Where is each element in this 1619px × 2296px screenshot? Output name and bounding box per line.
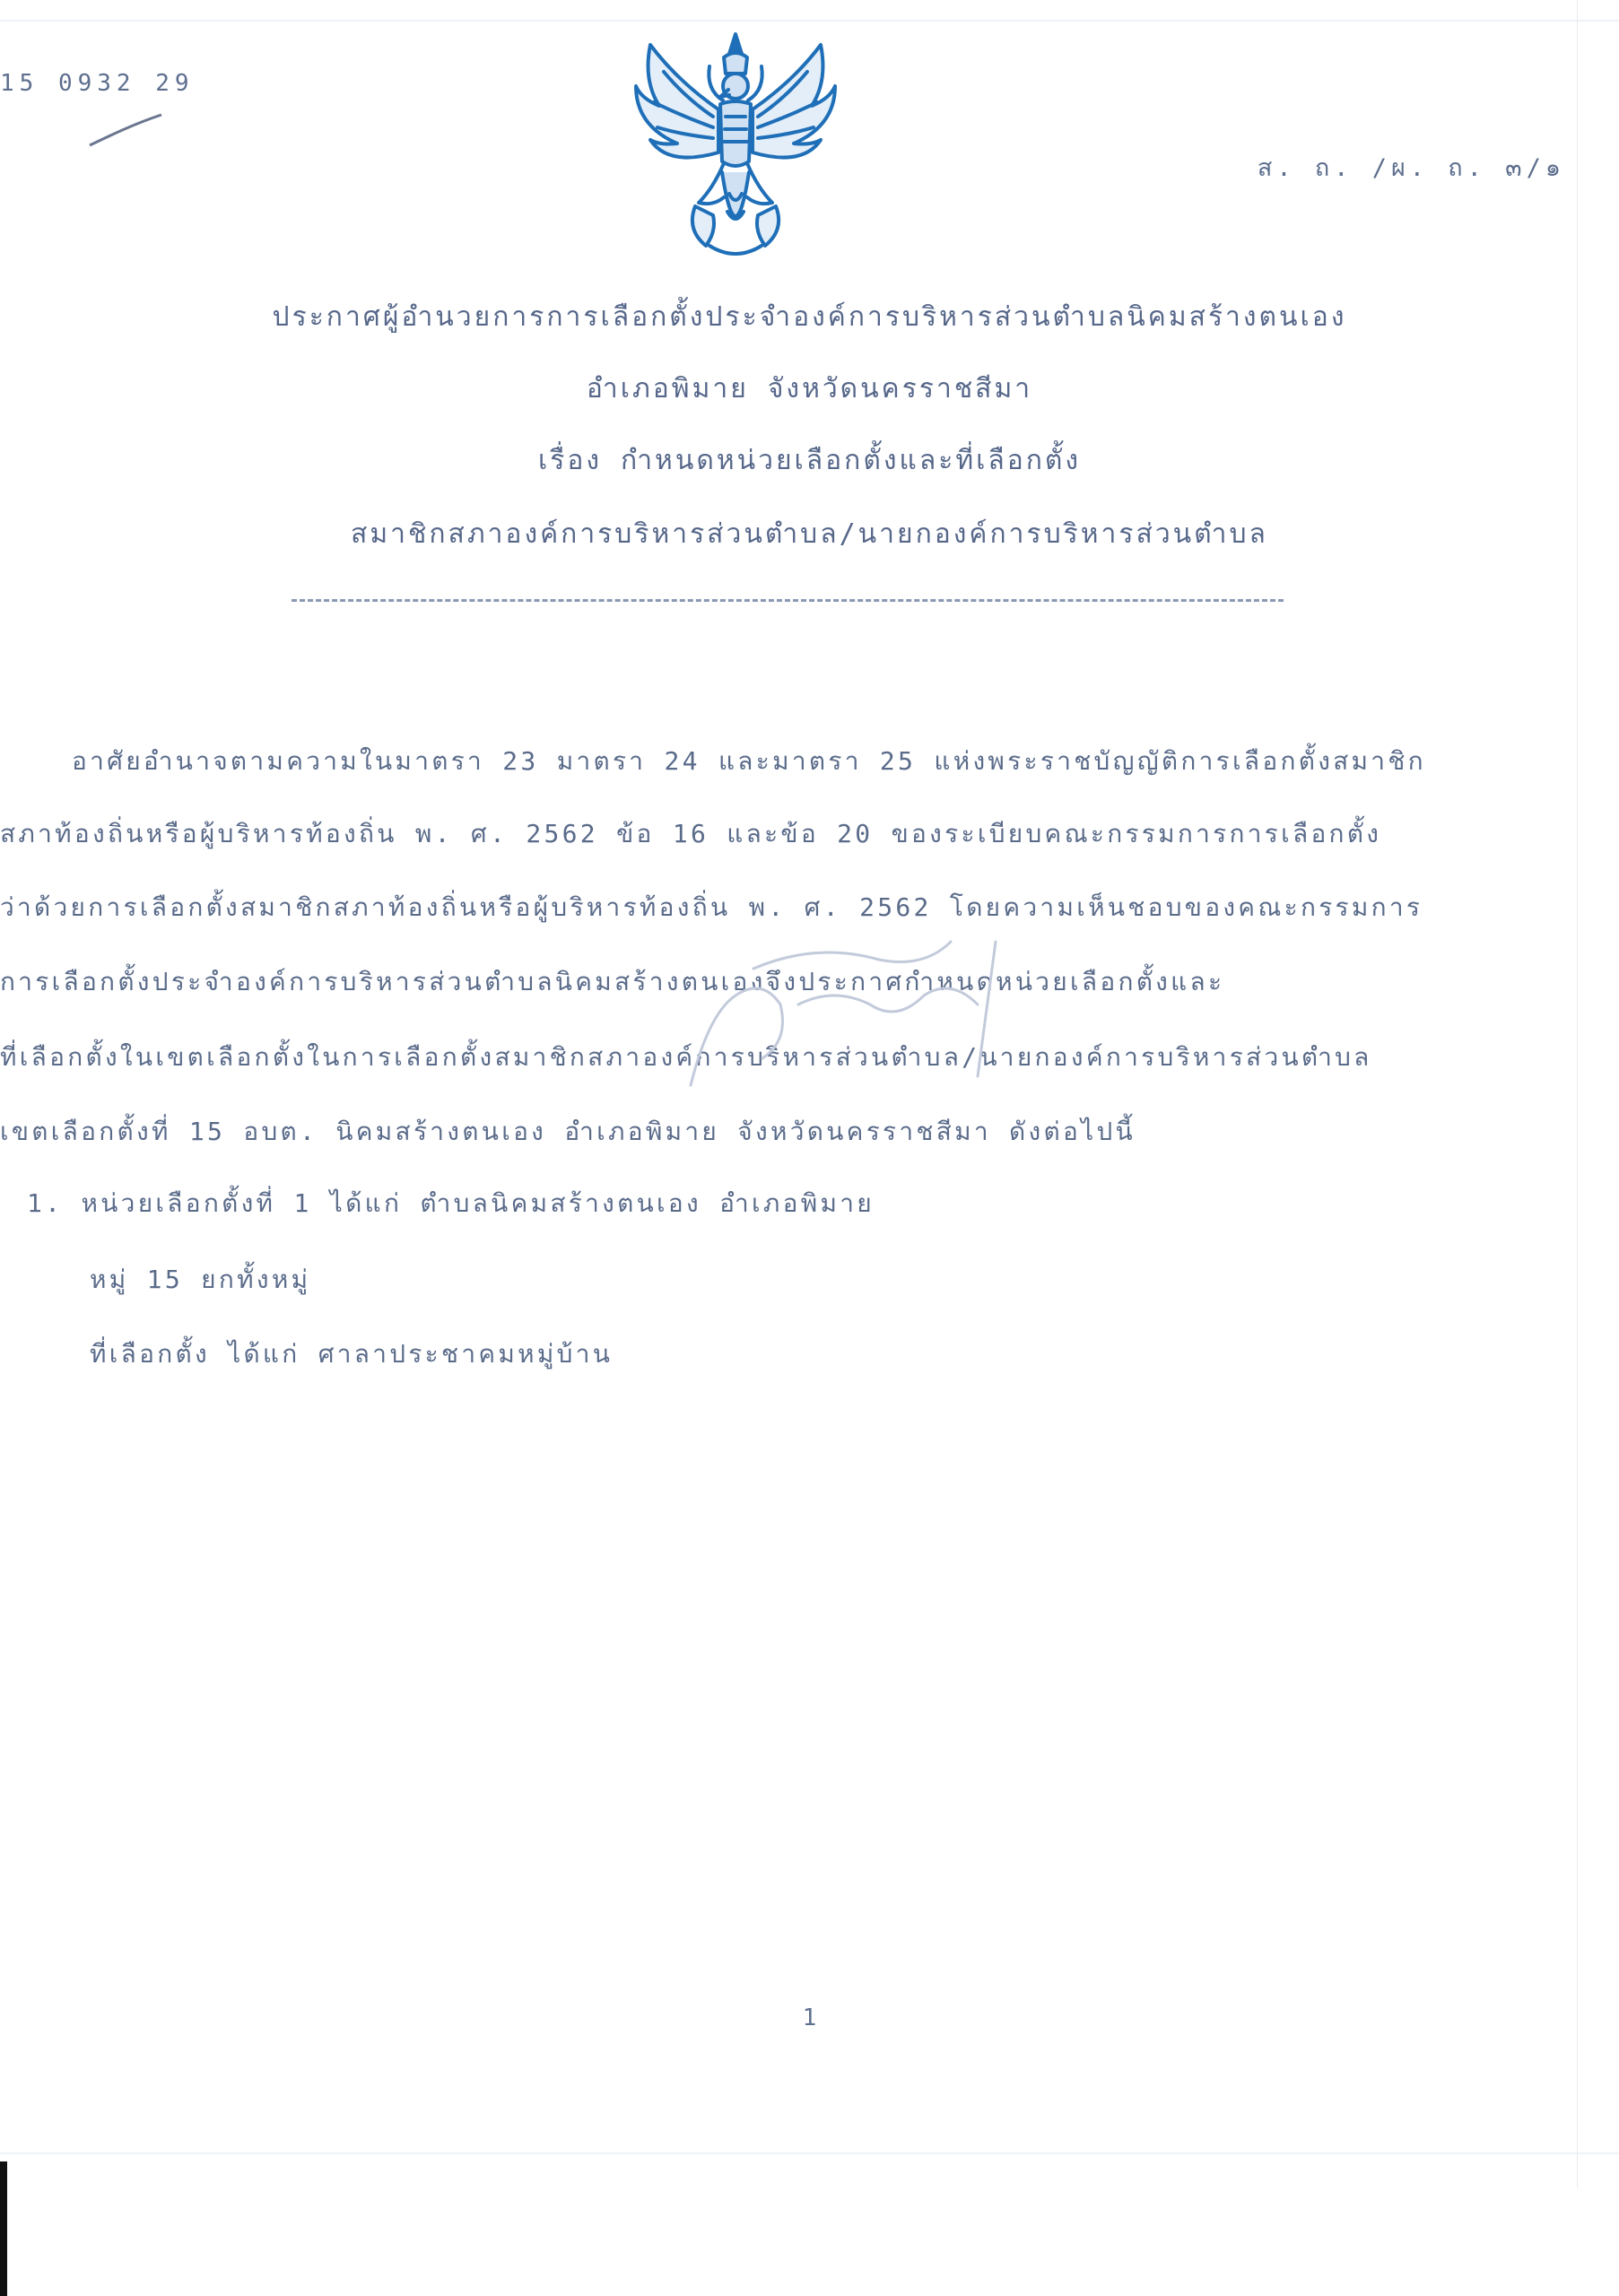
subject-title: เรื่อง กำหนดหน่วยเลือกตั้งและที่เลือกตั้ง (537, 445, 1082, 476)
pen-stroke-mark (85, 108, 166, 152)
page-number: 1 (802, 2005, 817, 2031)
body-line-2: สภาท้องถิ่นหรือผู้บริหารท้องถิ่น พ. ศ. 2562 ข้อ 16 และข้อ 20 ของระเบียบคณะกรรมการการเลือกตั้ง (0, 819, 1382, 848)
scan-artifact-bottom (0, 2152, 1619, 2154)
signature-mark (655, 906, 1031, 1112)
election-unit-line: 1. หน่วยเลือกตั้งที่ 1 ได้แก่ ตำบลนิคมสร้างตนเอง อำเภอพิมาย (27, 1188, 875, 1218)
form-code: ส. ถ. /ผ. ถ. ๓/๑ (1257, 154, 1565, 182)
scan-artifact-top (0, 20, 1619, 22)
body-line-5: ที่เลือกตั้งในเขตเลือกตั้งในการเลือกตั้งสมาชิกสภาองค์การบริหารส่วนตำบล/นายกองค์การบริหารส่วนตำบล (0, 1042, 1372, 1072)
body-line-6: เขตเลือกตั้งที่ 15 อบต. นิคมสร้างตนเอง อำเภอพิมาย จังหวัดนครราชสีมา ดังต่อไปนี้ (0, 1117, 1136, 1146)
village-line: หมู่ 15 ยกทั้งหมู่ (90, 1265, 311, 1294)
position-title: สมาชิกสภาองค์การบริหารส่วนตำบล/นายกองค์การบริหารส่วนตำบล (351, 518, 1268, 550)
document-number: 15 0932 29 (0, 70, 195, 97)
garuda-emblem-icon (623, 27, 848, 262)
scan-edge-bar (0, 2161, 7, 2296)
body-line-3: ว่าด้วยการเลือกตั้งสมาชิกสภาท้องถิ่นหรือผู้บริหารท้องถิ่น พ. ศ. 2562 โดยความเห็นชอบของคณะกรรมการ (0, 892, 1423, 922)
body-line-4: การเลือกตั้งประจำองค์การบริหารส่วนตำบลนิคมสร้างตนเองจึงประกาศกำหนดหน่วยเลือกตั้งและ (0, 967, 1225, 996)
announcement-title: ประกาศผู้อำนวยการการเลือกตั้งประจำองค์การบริหารส่วนตำบลนิคมสร้างตนเอง (272, 301, 1347, 333)
polling-location-line: ที่เลือกตั้ง ได้แก่ ศาลาประชาคมหมู่บ้าน (90, 1339, 614, 1369)
separator-line (292, 599, 1284, 602)
district-province-title: อำเภอพิมาย จังหวัดนครราชสีมา (586, 373, 1033, 404)
body-line-1: อาศัยอำนาจตามความในมาตรา 23 มาตรา 24 และมาตรา 25 แห่งพระราชบัญญัติการเลือกตั้งสมาชิก (72, 746, 1426, 776)
